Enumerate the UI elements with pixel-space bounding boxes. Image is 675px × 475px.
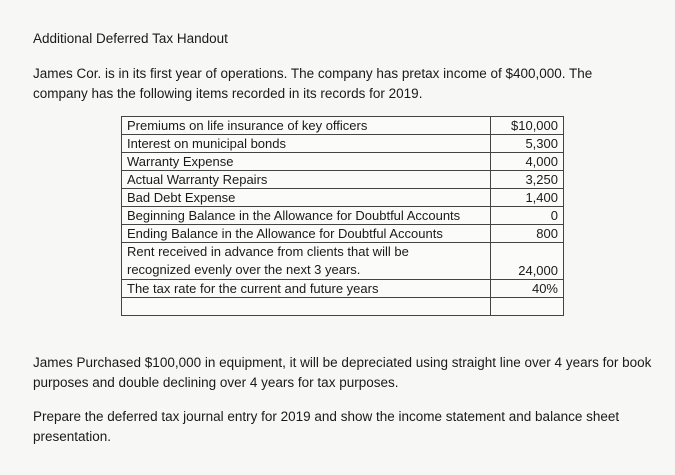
item-label: Bad Debt Expense	[122, 189, 491, 207]
item-value: 3,250	[491, 171, 564, 189]
handout-title: Additional Deferred Tax Handout	[33, 31, 228, 46]
item-label: Ending Balance in the Allowance for Doubtful Accounts	[122, 225, 491, 243]
items-table	[121, 116, 564, 316]
item-label-line-2: recognized evenly over the next 3 years.	[127, 262, 361, 277]
item-label: Warranty Expense	[122, 153, 491, 171]
item-label: Interest on municipal bonds	[122, 135, 491, 153]
item-value: 800	[491, 225, 564, 243]
item-label: Beginning Balance in the Allowance for Doubtful Accounts	[122, 207, 491, 225]
table-row	[122, 207, 564, 225]
table-row	[122, 135, 564, 153]
table-row	[122, 280, 564, 298]
table-row	[122, 189, 564, 207]
item-label	[122, 243, 491, 280]
empty-cell	[491, 298, 564, 316]
empty-cell	[122, 298, 491, 316]
item-value: 0	[491, 207, 564, 225]
item-value: 24,000	[491, 243, 564, 280]
equipment-paragraph: James Purchased $100,000 in equipment, it will be depreciated using straight line over 4 years for book purposes and double declining over 4 years for tax purposes.	[33, 355, 652, 390]
intro-paragraph: James Cor. is in its first year of operations. The company has pretax income of $400,000. The company has the following items recorded in its records for 2019.	[33, 66, 593, 101]
table-row-empty	[122, 298, 564, 316]
item-value: $10,000	[491, 117, 564, 135]
table-row	[122, 153, 564, 171]
table-row	[122, 117, 564, 135]
table-row	[122, 243, 564, 280]
item-label-line-1: Rent received in advance from clients that will be	[127, 244, 409, 259]
item-value: 5,300	[491, 135, 564, 153]
item-value: 40%	[491, 280, 564, 298]
item-value: 4,000	[491, 153, 564, 171]
item-value: 1,400	[491, 189, 564, 207]
item-label: The tax rate for the current and future years	[122, 280, 491, 298]
item-label: Premiums on life insurance of key officers	[122, 117, 491, 135]
table-row	[122, 225, 564, 243]
table-row	[122, 171, 564, 189]
instruction-paragraph: Prepare the deferred tax journal entry for 2019 and show the income statement and balance sheet presentation.	[33, 409, 620, 444]
item-label: Actual Warranty Repairs	[122, 171, 491, 189]
